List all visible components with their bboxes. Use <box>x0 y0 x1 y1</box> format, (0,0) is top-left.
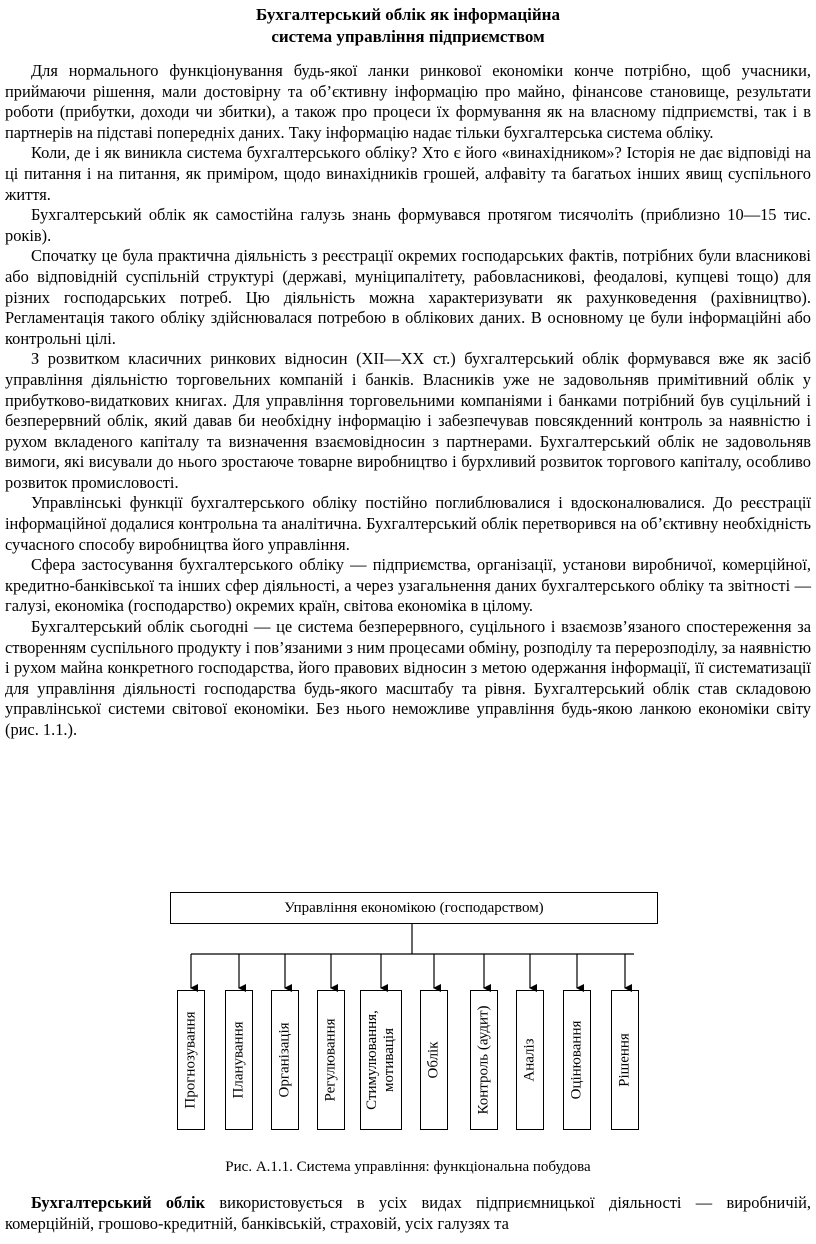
figure-caption: Рис. А.1.1. Система управління: функціональна побудова <box>225 1159 591 1175</box>
box-label: Контроль (аудит) <box>475 1005 492 1115</box>
box-decision <box>611 990 639 1130</box>
paragraph-7: Сфера застосування бухгалтерського обліку — підприємства, організації, установи виробничої, комерційної, кредитно-банківської та інших сфер діяльності, а через узагальнення даних бухгалтерського обліку та звітності — галузі, економіка (господарство) окремих країн, світова економіка в цілому. <box>5 555 811 616</box>
box-stimulation <box>360 990 402 1130</box>
paragraph-4: Спочатку це була практична діяльність з реєстрації окремих господарських фактів, потрібних були власникові або відповідній суспільній структурі (державі, муніципалітету, рабовласникові, феодалові, купцеві тощо) для різних господарських потреб. Цю діяльність можна характеризувати як рахунковедення (рахівництво). Регламентація такого обліку здійснювалася потребою в облікових даних. В основному це були інформаційні або контрольні цілі. <box>5 246 811 348</box>
document-body <box>5 61 811 741</box>
paragraph-1: Для нормального функціонування будь-якої ланки ринкової економіки конче потрібно, щоб учасники, приймаючи рішення, мали достовірну та об’єктивну інформацію про майно, фінансове становище, результати роботи (прибутки, доходи чи збитки), а також про процеси їх формування як на власному підприємстві, так і в партнерів на підставі попередніх даних. Таку інформацію надає тільки бухгалтерська система обліку. <box>5 61 811 142</box>
box-label: Регулювання <box>322 1018 339 1102</box>
paragraph-3: Бухгалтерський облік як самостійна галузь знань формувався протягом тисячоліть (приблизно 10—15 тис. років). <box>5 205 811 245</box>
box-label: Стимулювання, мотивація <box>364 1010 397 1110</box>
title-line-2: система управління підприємством <box>271 27 545 46</box>
box-control-audit <box>470 990 498 1130</box>
box-regulation <box>317 990 345 1130</box>
paragraph-6: Управлінські функції бухгалтерського обліку постійно поглиблювалися і вдосконалювалися. До реєстрації інформаційної додалися контрольна та аналітична. Бухгалтерський облік перетворився на об’єктивну необхідність сучасного способу виробництва його управління. <box>5 493 811 554</box>
top-box-economy-management <box>170 892 658 924</box>
box-planning <box>225 990 253 1130</box>
box-label: Організація <box>276 1022 293 1098</box>
management-system-diagram <box>170 892 660 1142</box>
box-label: Облік <box>425 1041 442 1079</box>
box-label: Планування <box>230 1021 247 1099</box>
top-box-label: Управління економікою (господарством) <box>284 899 544 916</box>
document-title <box>0 4 816 48</box>
paragraph-8: Бухгалтерський облік сьогодні — це система безперервного, суцільного і взаємозв’язаного спостереження за створенням суспільного продукту і пов’язаними з ним процесами обміну, розподілу та перерозподілу, за наявністю і рухом майна конкретного господарства, його правових відносин з метою одержання інформації, її систематизації для управління діяльності господарства будь-якого масштабу та рівня. Бухгалтерський облік став складовою управлінської системи світової економіки. Без нього неможливе управління будь-якою ланкою економіки світу (рис. 1.1.). <box>5 617 811 739</box>
tail-bold-term: Бухгалтерський облік <box>31 1193 206 1212</box>
box-label: Оцінювання <box>568 1020 585 1100</box>
box-forecasting <box>177 990 205 1130</box>
paragraph-2: Коли, де і як виникла система бухгалтерського обліку? Хто є його «винахідником»? Історія не дає відповіді на ці питання і на питання, як приміром, щодо винахідників грошей, алфавіту та багатьох інших явищ суспільного життя. <box>5 143 811 204</box>
paragraph-5: З розвитком класичних ринкових відносин (XII—XX ст.) бухгалтерський облік формувався вже як засіб управління діяльністю торговельних компаній і банків. Власників уже не задовольняв примітивний облік у прибутково-видаткових книгах. Для управління торговельними компаніями і банками потрібний був суцільний і безперервний облік, який давав би необхідну інформацію і забезпечував повсякденний контроль за наявністю і рухом вкладеного капіталу та визначення взаємовідносин з партнерами. Бухгалтерський облік не задовольняв вимоги, які висували до нього зростаюче товарне виробництво і бурхливий розвиток торгового капіталу, особливо розвиток промисловості. <box>5 349 811 492</box>
box-organization <box>271 990 299 1130</box>
box-label: Аналіз <box>521 1038 538 1082</box>
closing-paragraph <box>5 1192 811 1234</box>
title-line-1: Бухгалтерський облік як інформаційна <box>256 5 560 24</box>
box-label: Прогнозування <box>182 1011 199 1109</box>
box-analysis <box>516 990 544 1130</box>
tail-text: використовується в усіх видах підприємницької діяльності — виробничій, комерційній, грошово-кредитній, банківській, страховій, усіх галузях та <box>5 1193 811 1233</box>
box-accounting <box>420 990 448 1130</box>
box-evaluation <box>563 990 591 1130</box>
box-label: Рішення <box>616 1033 633 1087</box>
